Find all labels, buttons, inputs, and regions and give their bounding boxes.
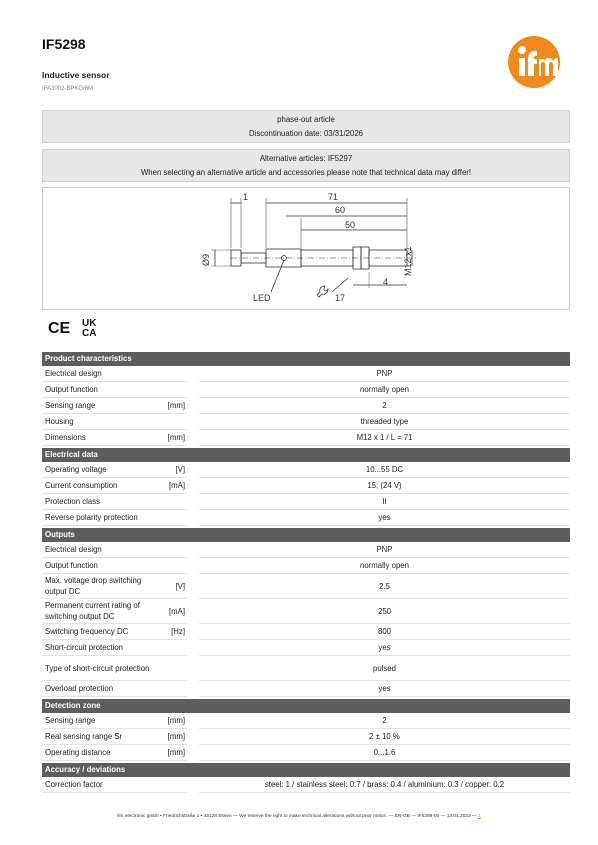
row-value: 0...1.6 [199, 745, 570, 761]
row-label: Permanent current rating of switching output DC [42, 599, 164, 624]
row-unit: [Hz] [164, 624, 187, 640]
row-value: II [199, 494, 570, 510]
ifm-logo [508, 36, 560, 88]
ukca-mark-top: UK [82, 318, 97, 329]
row-label: Reverse polarity protection [42, 510, 164, 526]
row-value: threaded type [199, 414, 570, 430]
section-header-product: Product characteristics [42, 352, 570, 366]
table-row [42, 430, 570, 446]
dim-17-label: 17 [335, 293, 346, 303]
row-label: Electrical design [42, 366, 164, 382]
row-value: normally open [199, 558, 570, 574]
row-value: 250 [199, 599, 570, 624]
row-value: steel: 1 / stainless steel: 0.7 / brass: 0.4 / aluminium: 0.3 / copper: 0.2 [199, 777, 570, 793]
row-unit: [V] [164, 574, 187, 599]
row-label: Output function [42, 382, 164, 398]
ce-mark: CE [48, 320, 71, 337]
page-number-link[interactable]: 1 [478, 814, 481, 819]
row-value: 10...55 DC [199, 462, 570, 478]
row-value: M12 x 1 / L = 71 [199, 430, 570, 446]
alternative-notice [42, 149, 570, 182]
section-header-electrical: Electrical data [42, 448, 570, 462]
table-row [42, 382, 570, 398]
led-label: LED [253, 293, 271, 303]
row-unit [164, 777, 187, 793]
phase-out-notice [42, 110, 570, 143]
table-row [42, 777, 570, 793]
row-label: Electrical design [42, 542, 164, 558]
row-unit [164, 542, 187, 558]
dim-71-label: 71 [328, 192, 339, 202]
row-value: 15; (24 V) [199, 478, 570, 494]
row-unit: [mA] [164, 599, 187, 624]
row-label: Sensing range [42, 398, 164, 414]
row-label: Switching frequency DC [42, 624, 164, 640]
table-row [42, 478, 570, 494]
row-unit [164, 640, 187, 656]
row-value: 2 [199, 713, 570, 729]
row-unit [164, 494, 187, 510]
table-row [42, 729, 570, 745]
row-unit: [mm] [164, 745, 187, 761]
table-row [42, 510, 570, 526]
sensor-drawing-svg [43, 188, 571, 311]
table-row [42, 462, 570, 478]
row-unit: [mm] [164, 713, 187, 729]
row-label: Housing [42, 414, 164, 430]
dim-1-label: 1 [243, 192, 249, 202]
table-row [42, 398, 570, 414]
row-unit: [mm] [164, 729, 187, 745]
row-label: Output function [42, 558, 164, 574]
row-label: Sensing range [42, 713, 164, 729]
phase-out-label: phase-out article [277, 115, 335, 124]
row-label: Overload protection [42, 681, 164, 697]
table-row [42, 624, 570, 640]
table-row [42, 640, 570, 656]
row-unit [164, 558, 187, 574]
dim-50-label: 50 [345, 220, 356, 230]
table-row [42, 745, 570, 761]
row-label: Max. voltage drop switching output DC [42, 574, 164, 599]
technical-data-table [42, 352, 570, 793]
row-value: 2 ± 10 % [199, 729, 570, 745]
table-row [42, 656, 570, 681]
table-row [42, 558, 570, 574]
dimension-drawing [42, 187, 570, 310]
table-row [42, 542, 570, 558]
row-value: 2.5 [199, 574, 570, 599]
row-value: yes [199, 640, 570, 656]
row-unit [164, 414, 187, 430]
dim-60-label: 60 [335, 205, 346, 215]
row-label: Operating distance [42, 745, 164, 761]
table-row [42, 681, 570, 697]
ukca-mark-bottom: CA [82, 328, 97, 338]
row-label: Real sensing range Sr [42, 729, 164, 745]
row-unit [164, 366, 187, 382]
row-label: Operating voltage [42, 462, 164, 478]
table-row [42, 599, 570, 624]
row-value: yes [199, 510, 570, 526]
row-unit: [mA] [164, 478, 187, 494]
table-row [42, 494, 570, 510]
row-unit [164, 656, 187, 681]
row-label: Correction factor [42, 777, 164, 793]
row-label: Short-circuit protection [42, 640, 164, 656]
row-value: pulsed [199, 656, 570, 681]
section-header-detection: Detection zone [42, 699, 570, 713]
row-value: PNP [199, 542, 570, 558]
row-value: 2 [199, 398, 570, 414]
row-unit: [mm] [164, 398, 187, 414]
row-unit: [mm] [164, 430, 187, 446]
row-unit: [V] [164, 462, 187, 478]
section-header-accuracy: Accuracy / deviations [42, 763, 570, 777]
row-value: yes [199, 681, 570, 697]
row-label: Protection class [42, 494, 164, 510]
dim-4-label: 4 [383, 277, 389, 287]
row-value: 800 [199, 624, 570, 640]
section-header-outputs: Outputs [42, 528, 570, 542]
dim-9-label: Ø9 [201, 253, 211, 266]
dim-thread-label: M12 x1 [403, 246, 413, 276]
page-title: IF5298 [42, 36, 86, 52]
article-code: IFA3002-BPKG/6M [42, 86, 94, 92]
alternative-articles: Alternative articles: IF5297 [259, 154, 353, 163]
row-value: PNP [199, 366, 570, 382]
certification-marks [48, 316, 108, 338]
row-value: normally open [199, 382, 570, 398]
row-unit [164, 382, 187, 398]
product-subtitle: Inductive sensor [42, 70, 110, 80]
discontinuation-date: Discontinuation date: 03/31/2026 [248, 129, 363, 138]
table-row [42, 414, 570, 430]
row-label: Type of short-circuit protection [42, 656, 164, 681]
table-row [42, 366, 570, 382]
table-row [42, 713, 570, 729]
row-label: Current consumption [42, 478, 164, 494]
row-unit [164, 510, 187, 526]
alternative-warning: When selecting an alternative article and accessories please note that technical data may differ! [140, 168, 472, 177]
page-footer [0, 814, 598, 819]
table-row [42, 574, 570, 599]
row-unit [164, 681, 187, 697]
footer-text: ifm electronic gmbh • Friedrichstraße 1 • 45128 Essen — We reserve the right to make technical alterations without prior notice. — EN-GB — IF5298-00 — 13.04.2023 — [117, 814, 477, 819]
row-label: Dimensions [42, 430, 164, 446]
